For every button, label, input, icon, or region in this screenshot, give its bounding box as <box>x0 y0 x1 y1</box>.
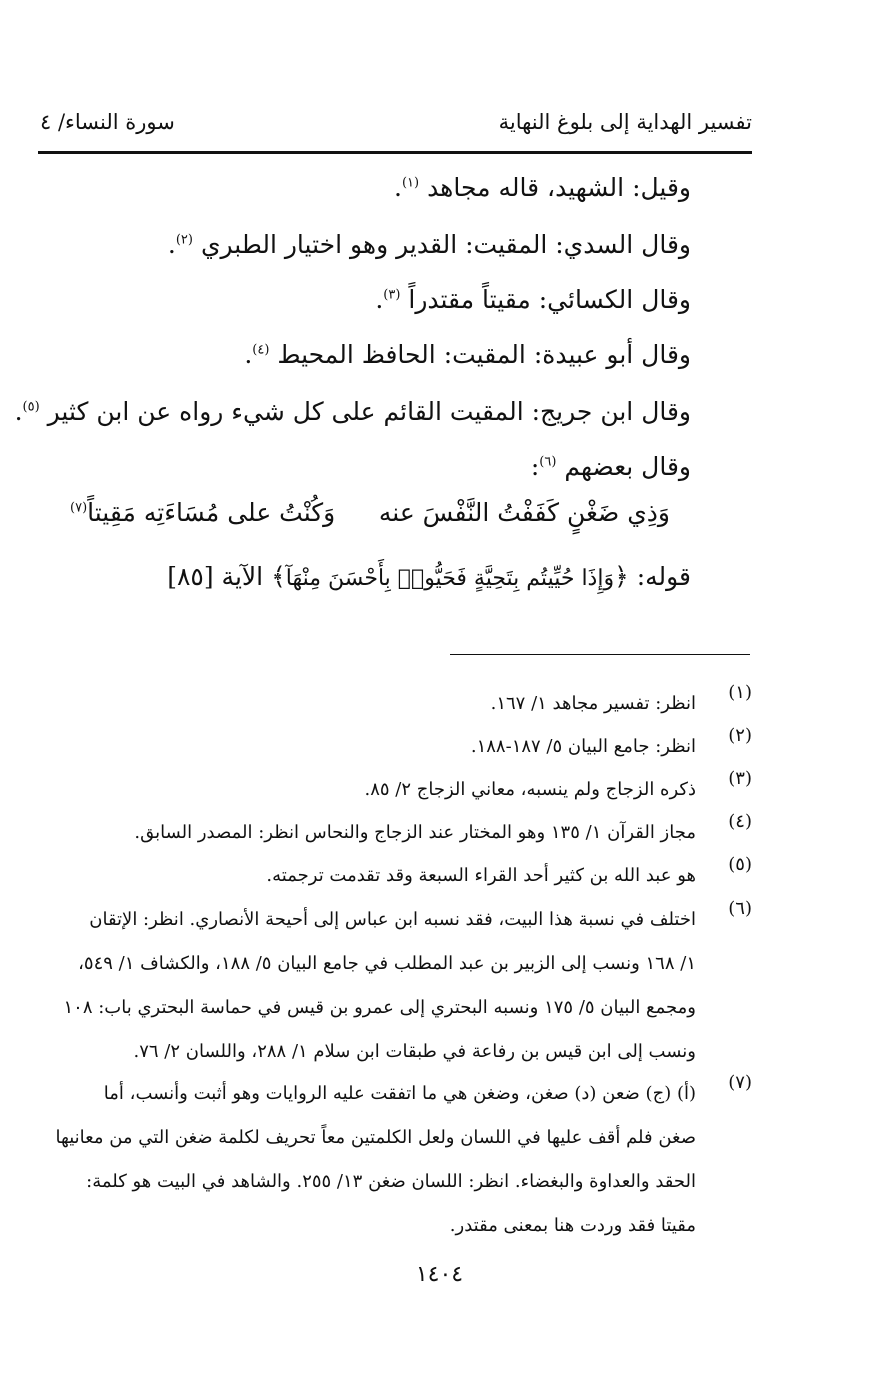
book-title: تفسير الهداية إلى بلوغ النهاية <box>498 110 752 134</box>
footnote-text <box>40 854 696 898</box>
footnote <box>40 768 752 812</box>
footnote <box>40 811 752 855</box>
footnote-ref: (٧) <box>70 500 88 516</box>
page-number: ١٤٠٤ <box>415 1262 464 1287</box>
footnote-line: ذكره الزجاج ولم ينسبه، معاني الزجاج ٢/ ٨٥. <box>364 779 696 800</box>
text-line <box>168 230 691 259</box>
text-line <box>244 340 691 369</box>
footnote-separator <box>450 654 750 655</box>
footnote-ref: (١) <box>401 175 420 191</box>
line-end: . <box>394 173 402 202</box>
quran-citation-line <box>167 562 691 591</box>
line-text: وقال بعضهم <box>564 452 691 481</box>
quran-ayah: وَإِذَا حُيِّيتُم بِتَحِيَّةٍ فَحَيُّوا۟ بِأَحْسَنَ مِنْهَآ <box>285 566 615 591</box>
footnote-text <box>40 898 696 1074</box>
verse-first-hemistich: وَذِي ضَغْنٍ كَفَفْتُ النَّفْسَ عنه <box>378 498 670 527</box>
footnote-line: اختلف في نسبة هذا البيت، فقد نسبه ابن عباس إلى أحيحة الأنصاري. انظر: الإتقان <box>89 909 696 930</box>
footnote-ref: (٢) <box>175 232 193 248</box>
footnote-line: ومجمع البيان ٥/ ١٧٥ ونسبه البحتري إلى عمرو بن قيس في حماسة البحتري باب: ١٠٨ <box>63 997 696 1018</box>
footnote-ref: (٥) <box>22 399 40 415</box>
verse-second-hemistich <box>70 498 335 527</box>
citation-prefix: قوله: ﴿ <box>614 562 691 591</box>
line-end: . <box>14 397 23 426</box>
citation-suffix: ﴾ الآية [٨٥] <box>167 562 286 591</box>
footnote <box>40 1072 752 1248</box>
line-end: . <box>167 230 176 259</box>
footnote-line: مجاز القرآن ١/ ١٣٥ وهو المختار عند الزجاج والنحاس انظر: المصدر السابق. <box>134 822 696 843</box>
footnote-ref: (٦) <box>539 454 557 470</box>
line-text: وقيل: الشهيد، قاله مجاهد <box>427 173 691 202</box>
footnote-number: (٧) <box>728 1072 752 1093</box>
footnote <box>40 725 752 769</box>
footnote-number: (٦) <box>728 898 752 919</box>
footnote-text <box>40 725 696 769</box>
footnote-line: ١/ ١٦٨ ونسب إلى الزبير بن عبد المطلب في جامع البيان ٥/ ١٨٨، والكشاف ١/ ٥٤٩، <box>78 953 696 974</box>
line-end: . <box>244 340 253 369</box>
footnote-number: (٢) <box>728 725 752 746</box>
footnote-text <box>40 811 696 855</box>
line-end: : <box>530 452 540 481</box>
text-line <box>15 397 691 426</box>
footnote-line: انظر: جامع البيان ٥/ ١٨٧-١٨٨. <box>470 736 696 757</box>
poetry-verse <box>70 498 670 538</box>
footnote-number: (١) <box>728 682 752 703</box>
line-text: وقال ابن جريج: المقيت القائم على كل شيء رواه عن ابن كثير <box>47 397 691 426</box>
footnote <box>40 854 752 898</box>
footnote-line: هو عبد الله بن كثير أحد القراء السبعة وقد تقدمت ترجمته. <box>266 865 696 886</box>
footnote-line: (أ) (ج) ضعن (د) صغن، وضغن هي ما اتفقت عليه الروايات وهو أثبت وأنسب، أما <box>103 1083 696 1104</box>
footnote-text <box>40 682 696 726</box>
footnote <box>40 682 752 726</box>
line-text: وقال أبو عبيدة: المقيت: الحافظ المحيط <box>277 340 691 369</box>
footnote-ref: (٤) <box>252 342 270 358</box>
header-divider <box>38 151 752 154</box>
footnote <box>40 898 752 1074</box>
footnote-ref: (٣) <box>383 287 401 303</box>
running-header <box>40 110 752 146</box>
line-text: وقال السدي: المقيت: القدير وهو اختيار الطبري <box>200 230 691 259</box>
line-text: وقال الكسائي: مقيتاً مقتدراً <box>408 285 691 314</box>
footnote-line: الحقد والعداوة والبغضاء. انظر: اللسان ضغن ١٣/ ٢٥٥. والشاهد في البيت هو كلمة: <box>86 1171 696 1192</box>
footnote-number: (٣) <box>728 768 752 789</box>
footnote-text <box>40 1072 696 1248</box>
footnote-number: (٥) <box>728 854 752 875</box>
footnote-number: (٤) <box>728 811 752 832</box>
footnote-line: مقيتا فقد وردت هنا بمعنى مقتدر. <box>449 1215 696 1236</box>
surah-part-label: سورة النساء/ ٤ <box>40 110 175 134</box>
text-line <box>375 285 691 314</box>
footnote-line: انظر: تفسير مجاهد ١/ ١٦٧. <box>490 693 696 714</box>
line-end: . <box>375 285 384 314</box>
text-line <box>531 452 691 481</box>
text-line <box>394 173 691 202</box>
hemistich-text: وَكُنْتُ على مُسَاءَتِه مَقِيتاً <box>87 498 336 527</box>
footnote-text <box>40 768 696 812</box>
footnote-line: ونسب إلى ابن قيس بن رفاعة في طبقات ابن سلام ١/ ٢٨٨، واللسان ٢/ ٧٦. <box>133 1041 696 1062</box>
footnote-line: صغن فلم أقف عليها في اللسان ولعل الكلمتين معاً تحريف لكلمة ضغن التي من معانيها <box>55 1127 696 1148</box>
